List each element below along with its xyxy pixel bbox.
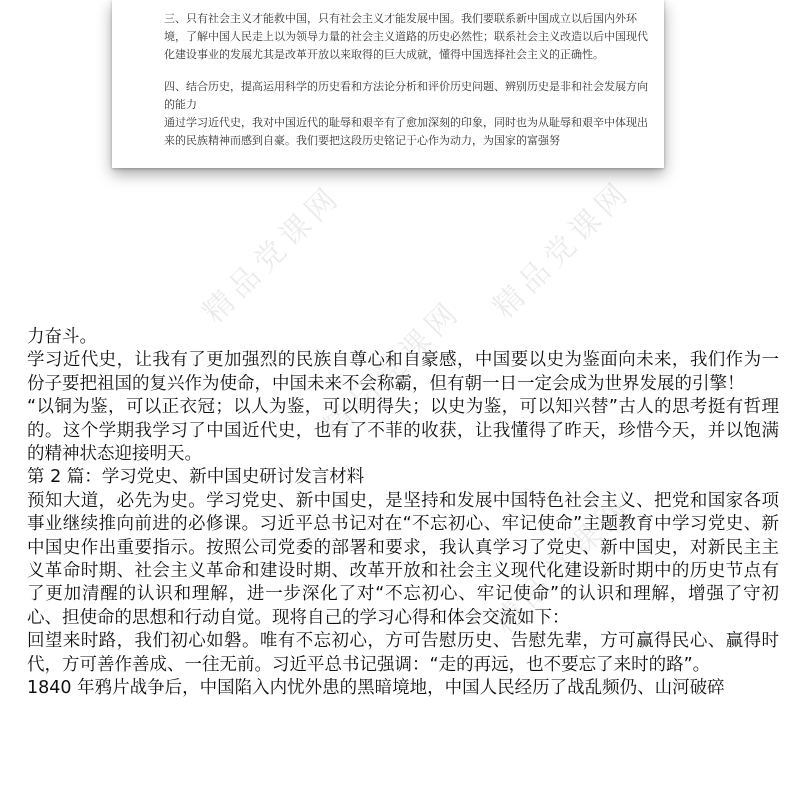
paragraph: 力奋斗。	[27, 327, 97, 347]
watermark: 精品党课网	[196, 178, 349, 331]
paragraph-heading: 四、结合历史，提高运用科学的历史看和方法论分析和评价历史问题、辨别历史是非和社会发展方向的能力	[164, 80, 648, 111]
watermark: 精品党课网	[486, 173, 639, 326]
page-excerpt-text	[164, 10, 649, 150]
watermark: 精品党课网	[486, 488, 639, 641]
paragraph: 通过学习近代史，我对中国近代的耻辱和艰辛有了愈加深刻的印象，同时也为从耻辱和艰辛中体现出来的民族精神而感到自豪。我们要把这段历史铭记于心作为动力，为国家的富强努	[164, 116, 648, 147]
paragraph: 回望来时路，我们初心如磐。唯有不忘初心，方可告慰历史、告慰先辈，方可赢得民心、赢得时代，方可善作善成、一往无前。习近平总书记强调：“走的再远，也不要忘了来时的路”。	[27, 631, 779, 675]
paragraph: “以铜为鉴，可以正衣冠；以人为鉴，可以明得失；以史为鉴，可以知兴替”古人的思考挺有哲理的。这个学期我学习了中国近代史，也有了不菲的收获，让我懂得了昨天，珍惜今天，并以饱满的精神状态迎接明天。	[27, 397, 779, 465]
watermark: 精品党课网	[316, 293, 469, 446]
section-heading: 第 2 篇：学习党史、新中国史研讨发言材料	[27, 467, 365, 488]
paragraph: 学习近代史，让我有了更加强烈的民族自尊心和自豪感，中国要以史为鉴面向未来，我们作为一份子要把祖国的复兴作为使命，中国未来不会称霸，但有朝一日一定会成为世界发展的引擎！	[27, 350, 779, 394]
paragraph: 三、只有社会主义才能救中国，只有社会主义才能发展中国。我们要联系新中国成立以后国内外环境，了解中国人民走上以为领导力量的社会主义道路的历史必然性；联系社会主义改造以后中国现代化建设事业的发展尤其是改革开放以来取得的巨大成就，懂得中国选择社会主义的正确性。	[164, 12, 648, 61]
paragraph: 预知大道，必先为史。学习党史、新中国史，是坚持和发展中国特色社会主义、把党和国家各项事业继续推向前进的必修课。习近平总书记对在“不忘初心、牢记使命”主题教育中学习党史、新中国史作出重要指示。按照公司党委的部署和要求，我认真学习了党史、新中国史，对新民主主义革命时期、社会主义革命和建设时期、改革开放和社会主义现代化建设新时期中的历史节点有了更加清醒的认识和理解，进一步深化了对“不忘初心、牢记使命”的认识和理解，增强了守初心、担使命的思想和行动自觉。现将自己的学习心得和体会交流如下：	[27, 490, 779, 628]
document-page-excerpt	[112, 0, 664, 168]
document-body	[27, 326, 779, 701]
paragraph: 1840 年鸦片战争后，中国陷入内忧外患的黑暗境地，中国人民经历了战乱频仍、山河破碎	[27, 678, 725, 699]
